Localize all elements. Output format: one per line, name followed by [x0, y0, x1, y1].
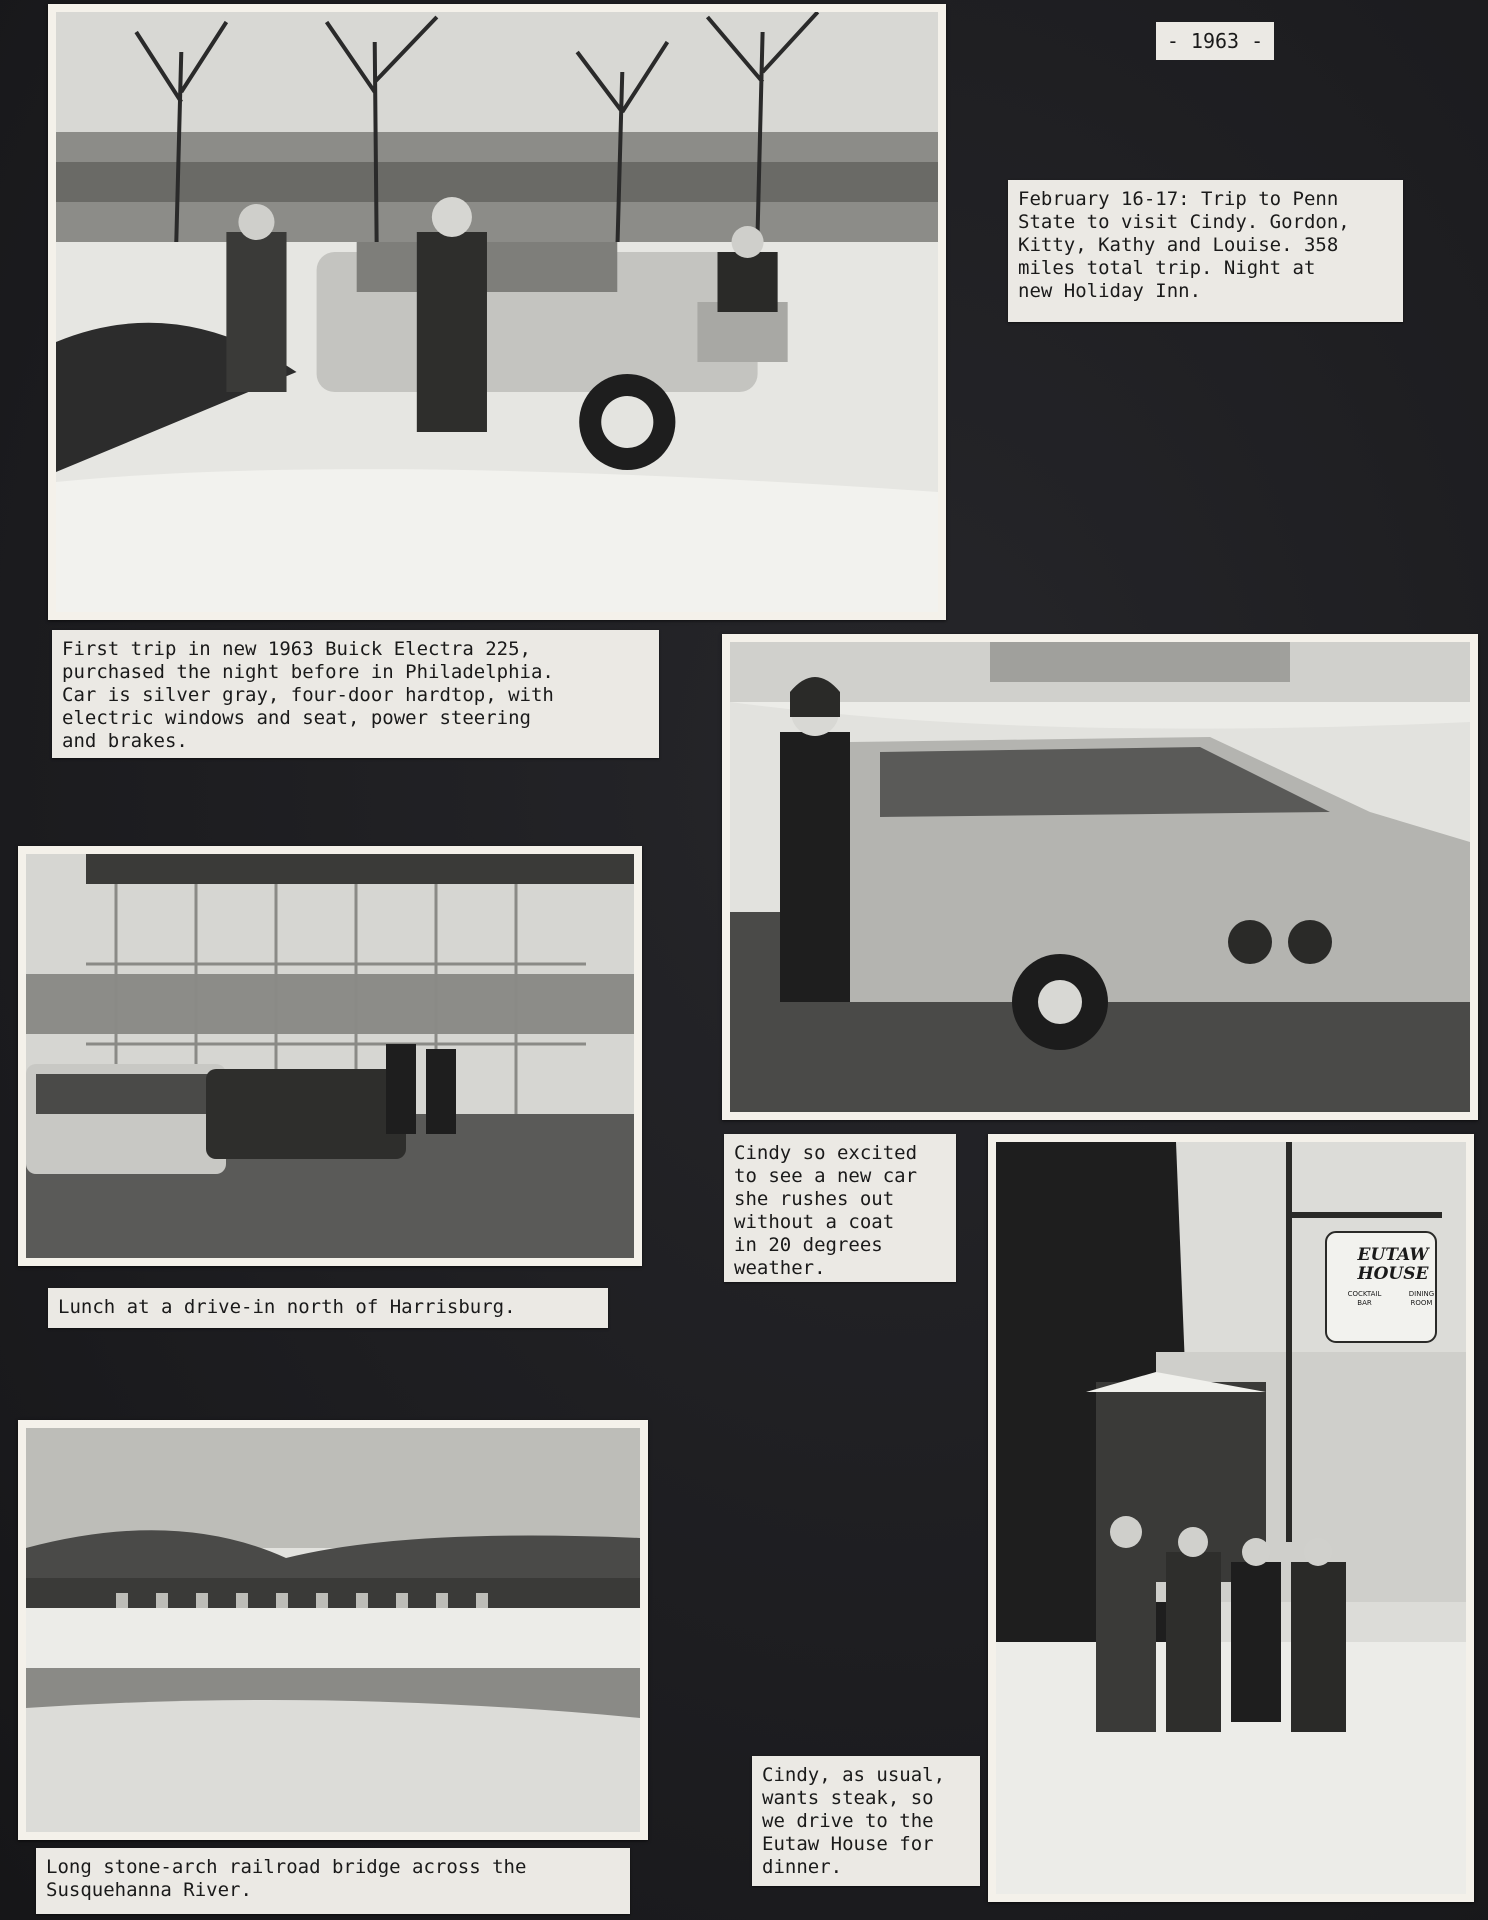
- photo-eutaw-house: [988, 1134, 1474, 1902]
- caption-bridge: Long stone-arch railroad bridge across the Susquehanna River.: [36, 1848, 630, 1914]
- sign-left-sub: COCKTAIL BAR: [1347, 1290, 1382, 1307]
- sign-right-sub: DINING ROOM: [1408, 1290, 1435, 1307]
- caption-penn-state-trip: February 16-17: Trip to Penn State to visit Cindy. Gordon, Kitty, Kathy and Louise. 358 miles total trip. Night at new Holiday Inn.: [1008, 180, 1403, 322]
- caption-lunch: Lunch at a drive-in north of Harrisburg.: [48, 1288, 608, 1328]
- caption-steak: Cindy, as usual, wants steak, so we drive to the Eutaw House for dinner.: [752, 1756, 980, 1886]
- photo-drive-in: [18, 846, 642, 1266]
- caption-first-trip: First trip in new 1963 Buick Electra 225, purchased the night before in Philadelphia. Car is silver gray, four-door hardtop, with electric windows and seat, power steering and brakes.: [52, 630, 659, 758]
- caption-cindy-excited: Cindy so excited to see a new car she rushes out without a coat in 20 degrees weather.: [724, 1134, 956, 1282]
- year-label: - 1963 -: [1156, 22, 1274, 60]
- photo-buick-snow: [48, 4, 946, 620]
- eutaw-house-sign: [1336, 1230, 1450, 1342]
- sign-name-line1: EUTAW: [1357, 1245, 1429, 1265]
- sign-name-line2: HOUSE: [1357, 1264, 1429, 1284]
- photo-cindy-car: [722, 634, 1478, 1120]
- photo-stone-arch-bridge: [18, 1420, 648, 1840]
